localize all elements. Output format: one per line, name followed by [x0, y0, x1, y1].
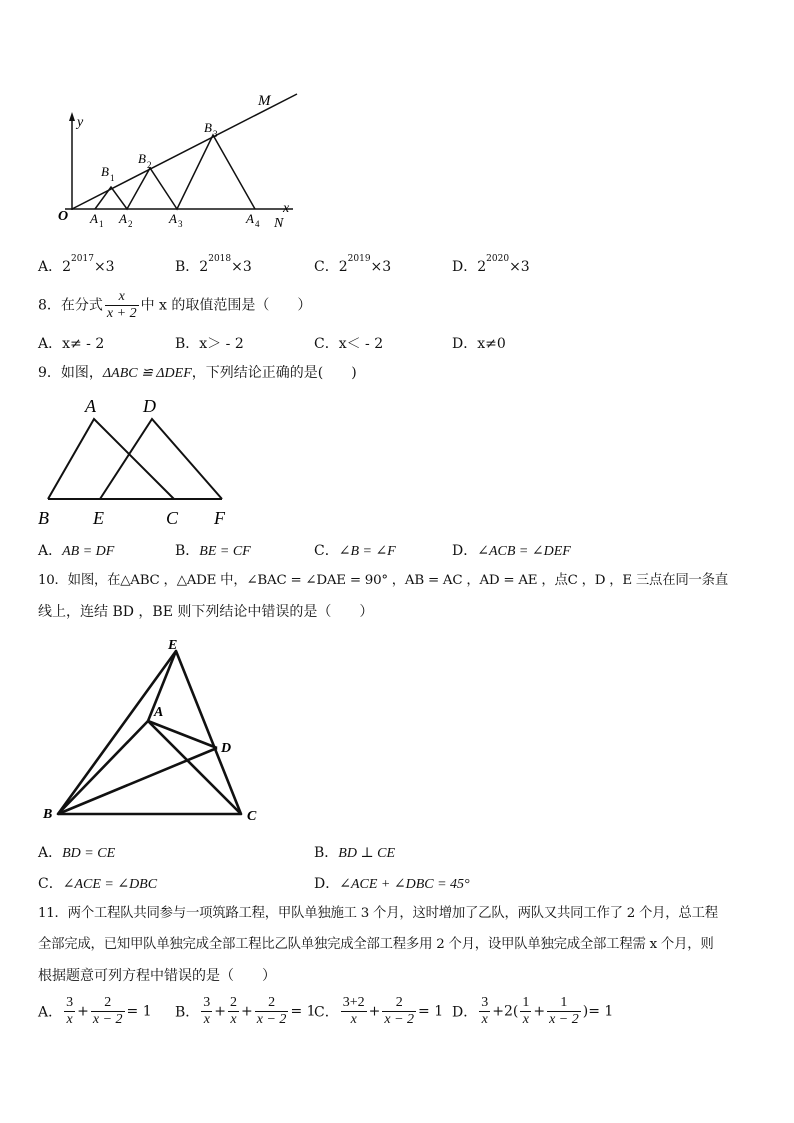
option-letter: A． [38, 259, 63, 275]
fraction-numerator: 3+2 [342, 995, 365, 1010]
label-b: B [43, 807, 53, 822]
fraction [91, 995, 125, 1028]
label-a4: A [246, 211, 254, 226]
option-letter: B． [175, 543, 200, 559]
plus-sign: + [492, 1003, 504, 1020]
fraction-numerator: 2 [230, 995, 238, 1010]
fraction [547, 995, 581, 1028]
fraction-numerator: 2 [255, 995, 289, 1012]
option-text: ∠B = ∠F [338, 544, 396, 559]
q9-stem [38, 363, 357, 384]
fraction [228, 995, 239, 1028]
fraction [341, 995, 367, 1028]
q11-stem-line3: 根据题意可列方程中错误的是（ ） [38, 968, 276, 984]
segment-ba [58, 721, 148, 814]
option-letter: D． [314, 876, 340, 892]
fraction-denominator: x − 2 [384, 1012, 415, 1027]
pattern-figure [55, 88, 315, 233]
label-f: F [214, 508, 225, 528]
power-exponent: 2017 [71, 254, 94, 264]
q8-stem-post: 中 x 的取值范围是（ ） [140, 297, 312, 314]
fraction-denominator: x + 2 [106, 306, 137, 321]
option-text: BD = CE [62, 846, 116, 861]
label-a2: A [119, 211, 127, 226]
q9-option-a[interactable] [38, 540, 114, 560]
fraction-numerator: 3 [66, 995, 74, 1010]
fraction-numerator: 2 [382, 995, 416, 1012]
line-om [72, 94, 297, 209]
label-a1-sub: 1 [99, 219, 104, 229]
q11-stem-line1: 11．两个工程队共同参与一项筑路工程，甲队单独施工 3 个月，这时增加了乙队，两队又共同工作了 2 个月，总工程 [38, 906, 718, 921]
power-exponent: 2019 [347, 254, 371, 264]
plus-sign: + [241, 1003, 253, 1020]
q7-option-c[interactable] [314, 256, 391, 276]
fraction-denominator: x [230, 1012, 237, 1027]
fraction-denominator: x [522, 1012, 529, 1027]
equals-one: = 1 [126, 1003, 152, 1020]
label-b1-sub: 1 [110, 173, 115, 183]
q7-option-b[interactable] [175, 256, 252, 276]
q8-option-d[interactable]: D．x≠0 [452, 336, 506, 352]
plus-sign: + [368, 1003, 381, 1020]
option-letter: B． [314, 845, 339, 861]
option-text: BD ⊥ CE [338, 846, 396, 861]
triangle-abc [48, 419, 174, 499]
q9-option-b[interactable] [175, 540, 251, 560]
fraction [382, 995, 416, 1028]
equals-one: = 1 [290, 1003, 316, 1020]
q8-stem [38, 289, 311, 322]
power-exponent: 2018 [208, 254, 232, 264]
fraction [520, 995, 531, 1028]
option-letter: B． [175, 1004, 200, 1021]
equals-one: = 1 [418, 1003, 444, 1020]
segment-ac [148, 721, 241, 814]
label-b: B [38, 508, 49, 528]
q9-stem-post: ，下列结论正确的是( ) [191, 365, 357, 381]
option-letter: A． [38, 543, 63, 559]
option-letter: A． [38, 1004, 63, 1021]
option-letter: D． [452, 543, 478, 559]
label-d: D [143, 396, 156, 416]
q9-congruence: ΔABC ≌ ΔDEF [102, 366, 192, 381]
q10-option-b[interactable] [314, 842, 395, 862]
power-exponent: 2020 [486, 254, 510, 264]
label-b3: B [204, 120, 212, 135]
q11-option-a[interactable] [38, 995, 152, 1028]
power-base: 2 [62, 259, 72, 275]
fraction-numerator: 1 [522, 995, 530, 1010]
q7-option-d[interactable] [452, 256, 530, 276]
label-a4-sub: 4 [255, 219, 260, 229]
option-letter: C． [314, 543, 339, 559]
q8-option-b[interactable]: B．x＞ - 2 [175, 336, 244, 352]
power-base: 2 [199, 259, 209, 275]
label-d: D [221, 741, 232, 756]
label-a1: A [90, 211, 98, 226]
q10-stem-line2: 线上，连结 BD ，BE 则下列结论中错误的是（ ） [38, 604, 374, 620]
label-a: A [154, 705, 164, 720]
q8-option-c[interactable]: C．x＜ - 2 [314, 336, 384, 352]
q9-option-d[interactable] [452, 540, 571, 560]
label-a3-sub: 3 [178, 219, 183, 229]
fraction [479, 995, 490, 1028]
q10-option-c[interactable] [38, 873, 157, 893]
q8-fraction [105, 289, 139, 322]
option-letter: A． [38, 845, 63, 861]
option-text: ∠ACE + ∠DBC = 45° [339, 877, 470, 892]
fraction [255, 995, 289, 1028]
close-paren: ) [582, 1003, 589, 1020]
label-a2-sub: 2 [128, 219, 133, 229]
label-y: y [77, 115, 84, 130]
label-a: A [85, 396, 96, 416]
fraction-denominator: x − 2 [92, 1012, 123, 1027]
option-letter: D． [452, 259, 478, 275]
option-text: ∠ACB = ∠DEF [477, 544, 571, 559]
label-n: N [274, 216, 284, 231]
q11-stem-line2: 全部完成，已知甲队单独完成全部工程比乙队单独完成全部工程多用 2 个月，设甲队单独完成全部工程需 x 个月，则 [38, 937, 714, 952]
fraction-denominator: x [66, 1012, 73, 1027]
q10-stem-line1: 10．如图，在△ABC ，△ADE 中，∠BAC = ∠DAE = 90° ，AB = AC ，AD = AE ，点C ，D ，E 三点在同一条直 [38, 573, 728, 588]
q9-stem-pre: 9．如图， [38, 365, 103, 381]
label-a3: A [169, 211, 177, 226]
q10-option-d[interactable] [314, 873, 470, 893]
fraction-denominator: x − 2 [256, 1012, 287, 1027]
option-tail: ×3 [93, 259, 115, 275]
fraction-denominator: x [203, 1012, 210, 1027]
q9-option-c[interactable] [314, 540, 396, 560]
coefficient-two: 2( [503, 1003, 519, 1020]
fraction-numerator: 2 [91, 995, 125, 1012]
q11-option-c[interactable] [314, 995, 443, 1028]
label-m: M [258, 93, 271, 109]
fraction-denominator: x [481, 1012, 488, 1027]
outer-triangle [58, 651, 241, 814]
power-base: 2 [477, 259, 487, 275]
label-o: O [58, 209, 69, 224]
power-base: 2 [338, 259, 348, 275]
option-letter: B． [175, 259, 200, 275]
label-b2-sub: 2 [147, 160, 152, 170]
q10-option-a[interactable] [38, 842, 115, 862]
equals-one: = 1 [588, 1003, 614, 1020]
q7-option-a[interactable] [38, 256, 115, 276]
plus-sign: + [533, 1003, 546, 1020]
fraction-denominator: x − 2 [549, 1012, 579, 1027]
label-e: E [93, 508, 104, 528]
option-tail: ×3 [509, 259, 530, 275]
option-tail: ×3 [370, 259, 392, 275]
label-c: C [247, 809, 257, 824]
fraction-numerator: 3 [481, 995, 489, 1010]
q8-option-a[interactable]: A．x≠ - 2 [38, 336, 105, 352]
fraction [201, 995, 212, 1028]
option-tail: ×3 [231, 259, 252, 275]
option-text: AB = DF [62, 544, 115, 559]
label-b1: B [101, 164, 109, 179]
q9-figure [36, 393, 246, 533]
label-c: C [166, 508, 179, 528]
label-b2: B [138, 151, 146, 166]
q10-figure [40, 634, 270, 829]
option-letter: D． [452, 1004, 478, 1021]
option-letter: C． [314, 1004, 339, 1021]
option-text: BE = CF [199, 544, 251, 559]
option-letter: C． [38, 876, 63, 892]
label-e: E [168, 638, 178, 653]
zigzag [95, 135, 255, 209]
label-b3-sub: 3 [213, 129, 218, 139]
q11-option-d[interactable] [452, 995, 613, 1028]
option-text: ∠ACE = ∠DBC [62, 877, 158, 892]
fraction-numerator: x [105, 289, 139, 306]
fraction [64, 995, 75, 1028]
plus-sign: + [77, 1003, 89, 1020]
q8-stem-pre: 8．在分式 [38, 297, 103, 314]
option-letter: C． [314, 259, 339, 275]
plus-sign: + [214, 1003, 227, 1020]
fraction-numerator: 3 [203, 995, 211, 1010]
fraction-denominator: x [350, 1012, 357, 1027]
fraction-numerator: 1 [547, 995, 581, 1012]
q11-option-b[interactable] [175, 995, 316, 1028]
label-x: x [283, 201, 290, 216]
